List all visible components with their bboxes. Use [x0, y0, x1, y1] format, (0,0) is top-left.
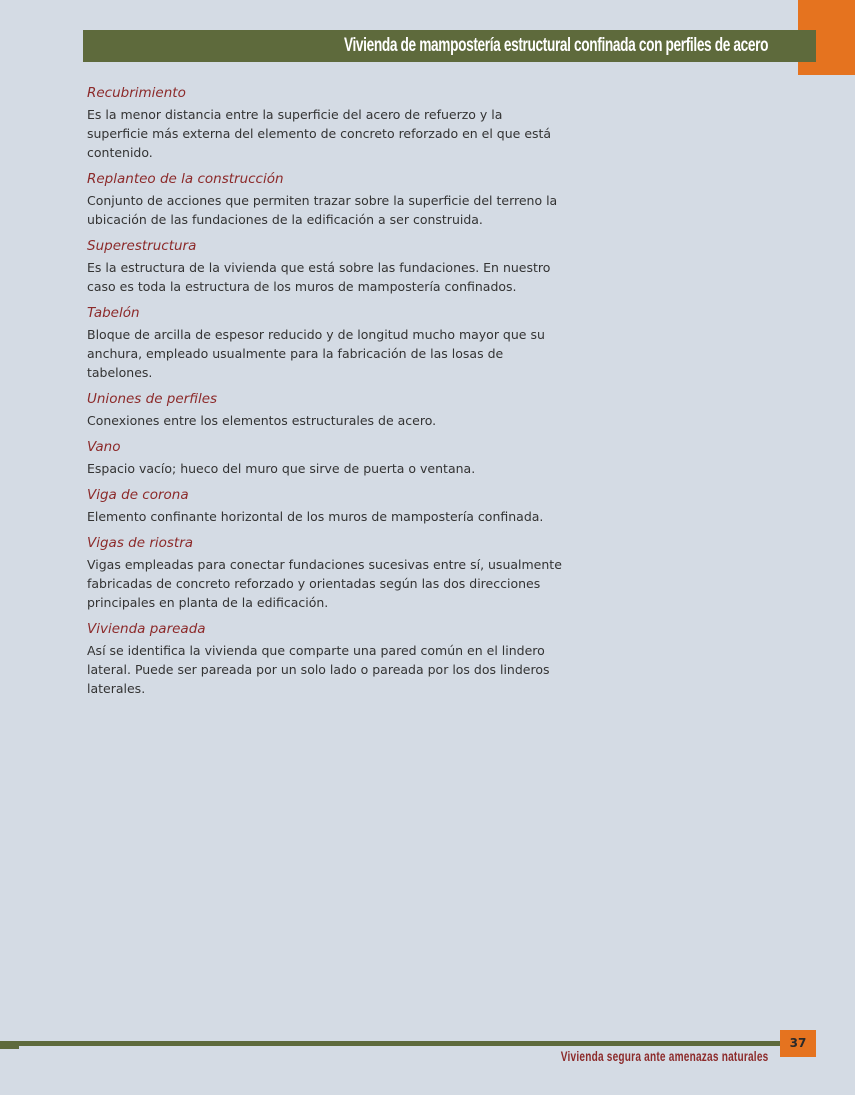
- glossary-entry: [87, 618, 562, 698]
- glossary-term: Tabelón: [87, 305, 140, 321]
- glossary-entry: [87, 82, 562, 162]
- glossary-term: Vano: [87, 439, 121, 455]
- glossary-term: Vivienda pareada: [87, 621, 206, 637]
- glossary-entry: [87, 302, 562, 382]
- glossary-entry: [87, 532, 562, 612]
- footer-title: Vivienda segura ante amenazas naturales: [560, 1048, 768, 1064]
- glossary-definition: Así se identifica la vivienda que comparte una pared común en el lindero lateral. Puede ser pareada por un solo lado o pareada por los dos linderos laterales.: [87, 643, 550, 696]
- glossary-term: Vigas de riostra: [87, 535, 194, 551]
- glossary-entry: [87, 436, 562, 478]
- glossary-entry: [87, 168, 562, 229]
- glossary-definition: Es la menor distancia entre la superficie del acero de refuerzo y la superficie más externa del elemento de concreto reforzado en el que está contenido.: [87, 107, 552, 160]
- glossary-entry: [87, 484, 562, 526]
- glossary-definition: Espacio vacío; hueco del muro que sirve de puerta o ventana.: [87, 461, 476, 476]
- header-bar: [83, 30, 816, 62]
- footer-divider-left: [0, 1046, 19, 1049]
- glossary-entry: [87, 388, 562, 430]
- page-number: 37: [780, 1030, 816, 1057]
- glossary-term: Replanteo de la construcción: [87, 171, 284, 187]
- header-title: Vivienda de mampostería estructural confinada con perfiles de acero: [343, 35, 768, 56]
- glossary-entry: [87, 235, 562, 296]
- glossary-list: [87, 82, 562, 704]
- glossary-definition: Conjunto de acciones que permiten trazar sobre la superficie del terreno la ubicación de las fundaciones de la edificación a ser construida.: [87, 193, 558, 227]
- glossary-term: Uniones de perfiles: [87, 391, 218, 407]
- glossary-term: Viga de corona: [87, 487, 189, 503]
- footer-divider: [0, 1041, 816, 1046]
- glossary-term: Superestructura: [87, 238, 197, 254]
- glossary-definition: Vigas empleadas para conectar fundaciones sucesivas entre sí, usualmente fabricadas de concreto reforzado y orientadas según las dos direcciones principales en planta de la edificación.: [87, 557, 562, 610]
- glossary-definition: Es la estructura de la vivienda que está sobre las fundaciones. En nuestro caso es toda la estructura de los muros de mampostería confinados.: [87, 260, 551, 294]
- glossary-definition: Elemento confinante horizontal de los muros de mampostería confinada.: [87, 509, 544, 524]
- glossary-term: Recubrimiento: [87, 85, 186, 101]
- glossary-definition: Bloque de arcilla de espesor reducido y de longitud mucho mayor que su anchura, empleado usualmente para la fabricación de las losas de tabelones.: [87, 327, 545, 380]
- glossary-definition: Conexiones entre los elementos estructurales de acero.: [87, 413, 437, 428]
